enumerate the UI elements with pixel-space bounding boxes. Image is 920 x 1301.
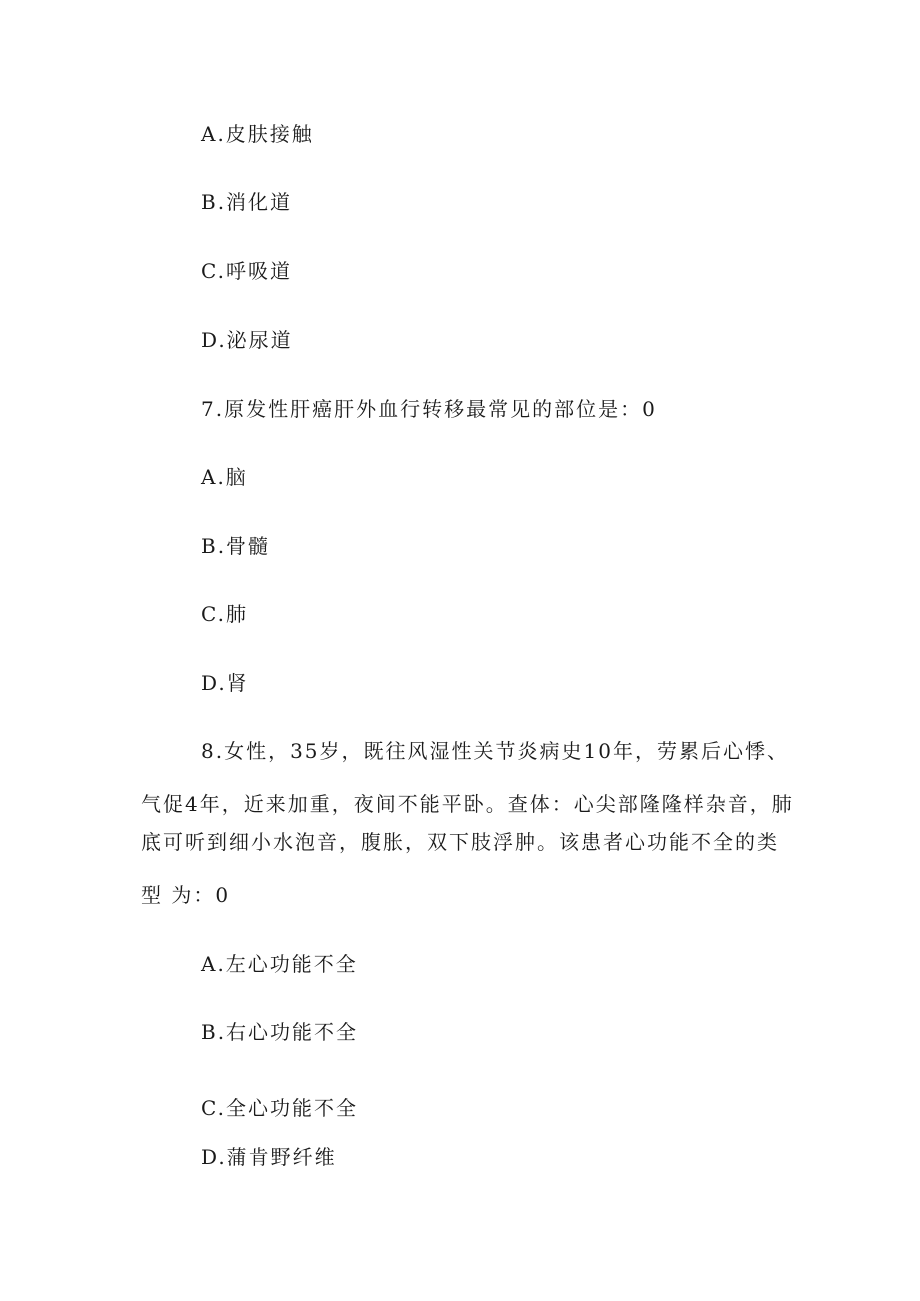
q8-stem-line-2: 气促4年，近来加重，夜间不能平卧。查体：心尖部隆隆样杂音，肺 (141, 792, 794, 816)
q7-option-d: D.肾 (201, 671, 249, 695)
q8-option-a: A.左心功能不全 (201, 952, 358, 976)
q8-stem-line-1: 8.女性，35岁，既往风湿性关节炎病史10年，劳累后心悸、 (201, 739, 789, 763)
q8-option-b: B.右心功能不全 (201, 1020, 359, 1044)
q8-stem-line-3: 底可听到细小水泡音，腹胀，双下肢浮肿。该患者心功能不全的类 (141, 830, 779, 854)
q8-option-d: D.蒲肯野纤维 (201, 1145, 337, 1169)
q6-option-d: D.泌尿道 (201, 328, 293, 352)
q7-option-c: C.肺 (201, 602, 248, 626)
q8-stem-line-4: 型 为：0 (141, 883, 231, 907)
q6-option-b: B.消化道 (201, 190, 293, 214)
q7-option-a: A.脑 (201, 465, 248, 489)
q7-stem: 7.原发性肝癌肝外血行转移最常见的部位是：0 (201, 397, 657, 421)
q6-option-a: A.皮肤接触 (201, 122, 314, 146)
q8-option-c: C.全心功能不全 (201, 1096, 358, 1120)
q6-option-c: C.呼吸道 (201, 259, 292, 283)
q7-option-b: B.骨髓 (201, 534, 271, 558)
